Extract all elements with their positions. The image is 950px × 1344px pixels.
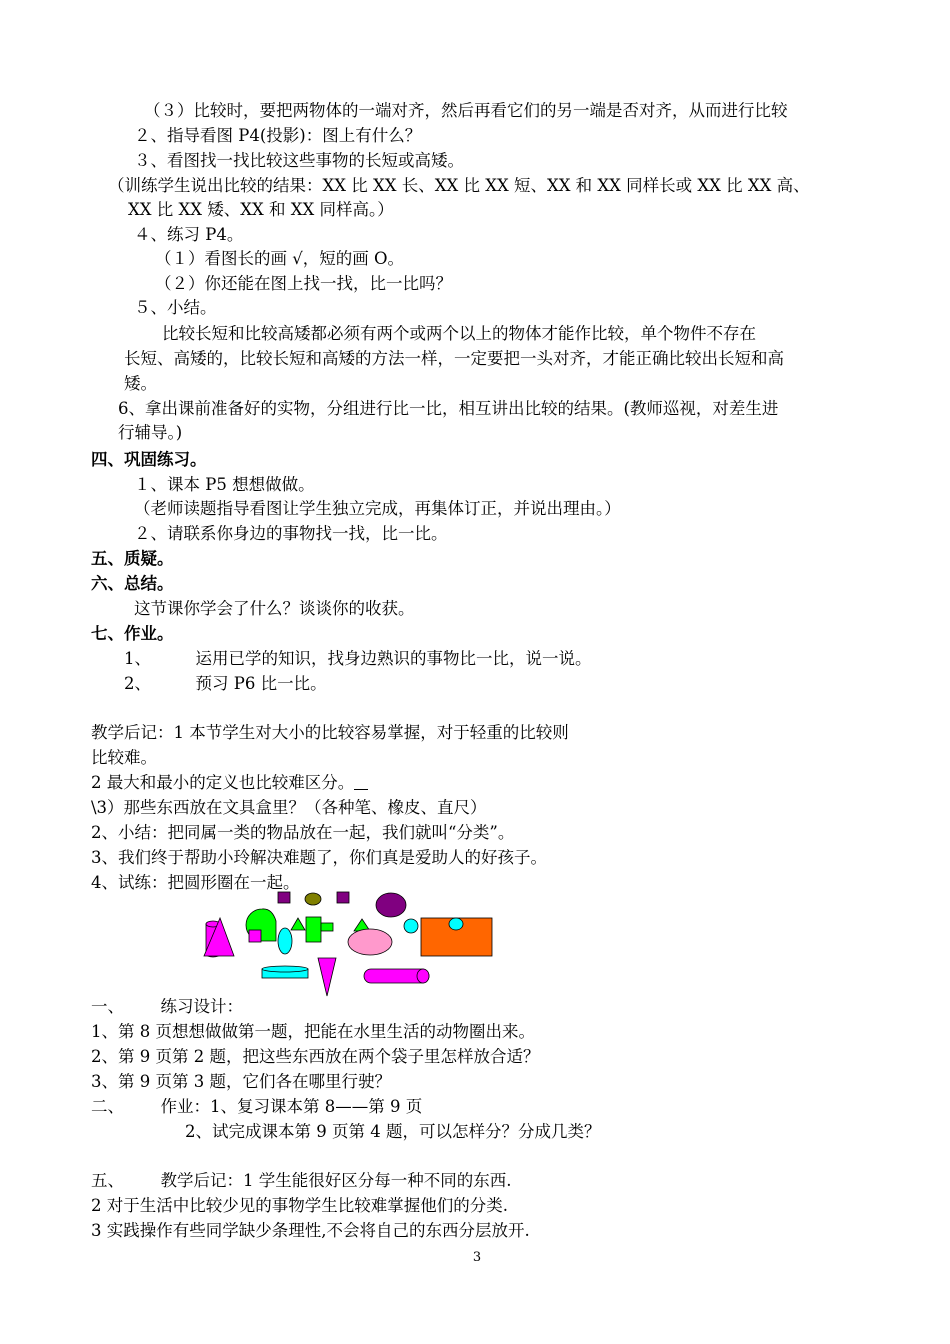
text-line: \3）那些东西放在文具盒里？（各种笔、橡皮、直尺） [91,798,487,817]
text-line: 行辅导。) [118,423,183,442]
homework-number: 1、 [124,649,151,668]
text-line: 比较难。 [91,748,157,767]
green-square [306,917,321,942]
magenta-capsule [364,969,429,983]
text-line: XX 比 XX 矮、XX 和 XX 同样高。） [128,200,394,219]
text-line: 这节课你学会了什么？谈谈你的收获。 [134,599,415,618]
text-line: 2、第 9 页第 2 题，把这些东西放在两个袋子里怎样放合适？ [91,1047,540,1066]
homework-number: 2、 [124,674,151,693]
text-line: 长短、高矮的，比较长短和高矮的方法一样，一定要把一头对齐，才能正确比较出长短和高 [124,349,784,368]
text-line: 2 对于生活中比较少见的事物学生比较难掌握他们的分类. [91,1196,508,1215]
cyan-ellipse [278,928,292,954]
exercise-heading [91,1170,512,1192]
text-line: （２）你还能在图上找一找，比一比吗？ [155,274,452,293]
pink-ellipse [348,929,392,955]
text-line: （３）比较时，要把两物体的一端对齐，然后再看它们的另一端是否对齐，从而进行比较 [144,101,788,120]
text-line: ４、练习 P4。 [134,225,244,244]
text-line [91,772,368,794]
homework-text: 预习 P6 比一比。 [195,674,327,693]
section-heading: 六、总结。 [91,574,174,593]
exercise-heading [91,1096,422,1118]
section-number: 二、 [91,1097,124,1116]
text-line: （训练学生说出比较的结果：XX 比 XX 长、XX 比 XX 短、XX 和 XX 同样长或 XX 比 XX 高、 [108,176,810,195]
section-text: 作业：1、复习课本第 8——第 9 页 [160,1097,423,1116]
magenta-cone [318,958,336,996]
green-triangle [291,918,305,930]
text-line: 比较长短和比较高矮都必须有两个或两个以上的物体才能作比较，单个物件不存在 [162,324,756,343]
text-line: 3、第 9 页第 3 题，它们各在哪里行驶？ [91,1072,391,1091]
text-line: 6、拿出课前准备好的实物，分组进行比一比，相互讲出比较的结果。(教师巡视，对差生进 [118,399,779,418]
underline-blank [354,772,368,790]
purple-square [278,892,290,903]
text-line: 2、试完成课本第 9 页第 4 题，可以怎样分？分成几类？ [185,1122,601,1141]
page-number: 3 [472,1250,482,1265]
text-line: 3 实践操作有些同学缺少条理性,不会将自己的东西分层放开. [91,1221,530,1240]
section-number: 一、 [91,997,124,1016]
purple-circle [376,893,406,917]
section-heading: 五、质疑。 [91,549,174,568]
text-line: ２、请联系你身边的事物找一找，比一比。 [134,524,448,543]
homework-item [124,648,592,670]
cyan-flat-cylinder [262,966,308,978]
text-line: 3、我们终于帮助小玲解决难题了，你们真是爱助人的好孩子。 [91,848,547,867]
section-heading: 七、作业。 [91,624,174,643]
cyan-circle [449,918,463,930]
homework-text: 运用已学的知识，找身边熟识的事物比一比，说一说。 [195,649,592,668]
text-line: 4、试练：把圆形圈在一起。 [91,873,300,892]
text-line-content: 2 最大和最小的定义也比较难区分。 [91,773,355,792]
geometric-shapes-figure [196,886,506,998]
purple-square [337,892,349,903]
text-line: 1、第 8 页想想做做第一题，把能在水里生活的动物圈出来。 [91,1022,535,1041]
cyan-circle [404,919,418,933]
homework-item [124,673,327,695]
text-line: １、课本 P5 想想做做。 [134,475,315,494]
text-line: （老师读题指导看图让学生独立完成，再集体订正，并说出理由。） [134,499,621,518]
section-text: 教学后记：1 学生能很好区分每一种不同的东西. [160,1171,512,1190]
text-line: 教学后记：1 本节学生对大小的比较容易掌握，对于轻重的比较则 [91,723,569,742]
section-heading: 四、巩固练习。 [91,450,207,469]
text-line: 矮。 [124,374,157,393]
exercise-heading [91,996,243,1018]
text-line: ３、看图找一找比较这些事物的长短或高矮。 [134,151,464,170]
section-number: 五、 [91,1171,124,1190]
text-line: ２、指导看图 P4(投影)：图上有什么？ [134,126,422,145]
olive-ellipse [305,893,321,905]
magenta-square-small [249,930,261,942]
text-line: （１）看图长的画 √，短的画 O。 [155,249,405,268]
text-line: ５、小结。 [134,298,217,317]
green-rectangle [321,923,333,931]
section-text: 练习设计： [160,997,243,1016]
text-line: 2、小结：把同属一类的物品放在一起，我们就叫“分类”。 [91,823,515,842]
